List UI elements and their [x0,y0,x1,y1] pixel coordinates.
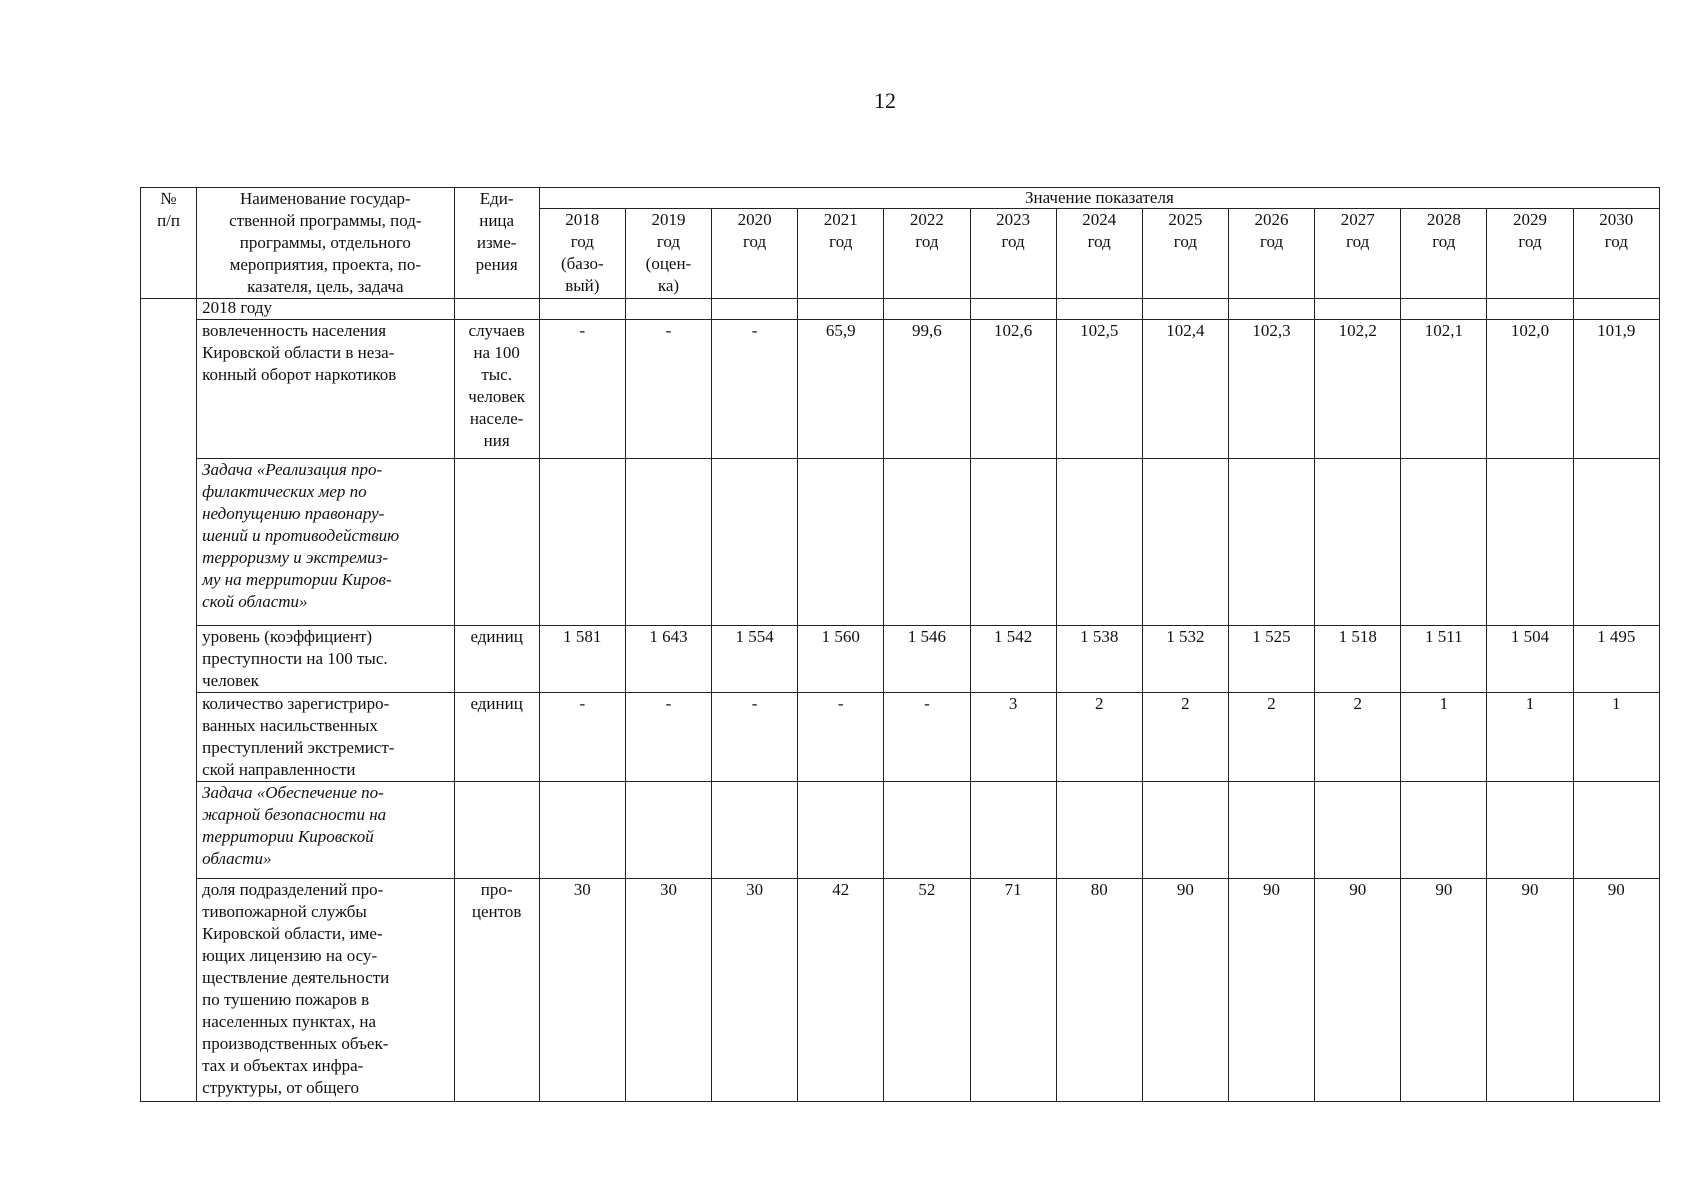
table-header [141,188,1660,299]
value-cell: 90 [1573,879,1659,1102]
table-row [141,459,1660,626]
value-cell: 90 [1315,879,1401,1102]
header-year: 2027 год [1315,209,1401,299]
value-cell [539,299,625,320]
value-cell: - [712,320,798,459]
value-cell: 1 538 [1056,626,1142,693]
value-cell: 102,2 [1315,320,1401,459]
task-name-cell: Задача «Реализация про- филактических мер по недопущению правонару- шений и противодействию терроризму и экстремиз- му на территории Киров- ской области» [197,459,454,626]
task-name-cell: Задача «Обеспечение по- жарной безопасности на территории Кировской области» [197,782,454,879]
header-row [141,188,1660,209]
indicator-name-cell: доля подразделений про- тивопожарной службы Кировской области, име- ющих лицензию на осу- ществление деятельности по тушению пожаров в населенных пунктах, на производственных объек- тах и объектах инфра- структуры, от общего [197,879,454,1102]
header-year: 2020 год [712,209,798,299]
indicator-name-cell: количество зарегистриро- ванных насильственных преступлений экстремист- ской направленности [197,693,454,782]
value-cell [1401,459,1487,626]
unit-cell [454,299,539,320]
value-cell: 1 532 [1142,626,1228,693]
value-cell [1142,459,1228,626]
value-cell: - [798,693,884,782]
value-cell [1228,459,1314,626]
value-cell: 1 560 [798,626,884,693]
table-row [141,626,1660,693]
value-cell: 30 [539,879,625,1102]
value-cell: 30 [625,879,711,1102]
value-cell: 90 [1401,879,1487,1102]
value-cell: 65,9 [798,320,884,459]
value-cell [1056,459,1142,626]
value-cell: 90 [1228,879,1314,1102]
row-number-cell [141,299,197,1102]
value-cell: - [539,693,625,782]
header-year: 2025 год [1142,209,1228,299]
value-cell [1142,782,1228,879]
unit-cell [454,782,539,879]
unit-cell: про- центов [454,879,539,1102]
header-year: 2019 год (оцен- ка) [625,209,711,299]
value-cell [1315,299,1401,320]
value-cell [1056,782,1142,879]
page-number: 12 [874,88,896,113]
value-cell: 30 [712,879,798,1102]
header-year: 2030 год [1573,209,1659,299]
unit-cell: случаев на 100 тыс. человек населе- ния [454,320,539,459]
table-row [141,299,1660,320]
value-cell: 102,6 [970,320,1056,459]
value-cell [712,459,798,626]
value-cell [970,782,1056,879]
value-cell [712,299,798,320]
value-cell [1401,782,1487,879]
header-values-group: Значение показателя [539,188,1659,209]
header-year: 2022 год [884,209,970,299]
value-cell: 102,5 [1056,320,1142,459]
value-cell: 2 [1315,693,1401,782]
table-row [141,782,1660,879]
value-cell: 3 [970,693,1056,782]
value-cell: 90 [1142,879,1228,1102]
header-year: 2026 год [1228,209,1314,299]
value-cell: 1 [1487,693,1573,782]
unit-cell [454,459,539,626]
value-cell [1487,299,1573,320]
value-cell [539,782,625,879]
indicator-name-cell: 2018 году [197,299,454,320]
header-year: 2018 год (базо- вый) [539,209,625,299]
value-cell: 1 518 [1315,626,1401,693]
value-cell: 1 525 [1228,626,1314,693]
value-cell: 90 [1487,879,1573,1102]
value-cell: 1 581 [539,626,625,693]
value-cell: 102,1 [1401,320,1487,459]
value-cell [1573,782,1659,879]
header-number: № п/п [141,188,197,299]
table-row [141,693,1660,782]
unit-cell: единиц [454,693,539,782]
value-cell: 1 495 [1573,626,1659,693]
value-cell [1573,299,1659,320]
header-year: 2024 год [1056,209,1142,299]
value-cell [539,459,625,626]
value-cell: 1 [1401,693,1487,782]
value-cell: 42 [798,879,884,1102]
value-cell: 101,9 [1573,320,1659,459]
value-cell: - [625,320,711,459]
value-cell [884,299,970,320]
indicator-name-cell: вовлеченность населения Кировской области в неза- конный оборот наркотиков [197,320,454,459]
value-cell [1315,782,1401,879]
indicator-table [140,187,1660,1102]
value-cell [712,782,798,879]
value-cell: 102,3 [1228,320,1314,459]
value-cell [798,782,884,879]
value-cell: - [625,693,711,782]
value-cell [1228,782,1314,879]
value-cell: 1 [1573,693,1659,782]
value-cell: 99,6 [884,320,970,459]
value-cell [1228,299,1314,320]
value-cell: - [539,320,625,459]
value-cell [970,459,1056,626]
value-cell: 2 [1056,693,1142,782]
header-year: 2029 год [1487,209,1573,299]
header-name: Наименование государ- ственной программы, под- программы, отдельного мероприятия, проекта, по- казателя, цель, задача [197,188,454,299]
value-cell [625,782,711,879]
value-cell: - [712,693,798,782]
header-year: 2023 год [970,209,1056,299]
indicator-name-cell: уровень (коэффициент) преступности на 100 тыс. человек [197,626,454,693]
value-cell: 1 504 [1487,626,1573,693]
header-year: 2028 год [1401,209,1487,299]
value-cell [1401,299,1487,320]
value-cell [1142,299,1228,320]
unit-cell: единиц [454,626,539,693]
value-cell [625,459,711,626]
value-cell: 1 546 [884,626,970,693]
value-cell [798,299,884,320]
header-year: 2021 год [798,209,884,299]
table-body [141,299,1660,1102]
value-cell [1315,459,1401,626]
value-cell [798,459,884,626]
value-cell: 1 554 [712,626,798,693]
value-cell: 1 511 [1401,626,1487,693]
value-cell: 102,4 [1142,320,1228,459]
table-row [141,320,1660,459]
value-cell [1487,782,1573,879]
value-cell [625,299,711,320]
value-cell [884,459,970,626]
value-cell [884,782,970,879]
value-cell [1573,459,1659,626]
value-cell: 2 [1228,693,1314,782]
value-cell [1056,299,1142,320]
table-row [141,879,1660,1102]
value-cell: 1 643 [625,626,711,693]
value-cell: 102,0 [1487,320,1573,459]
value-cell: 1 542 [970,626,1056,693]
value-cell: - [884,693,970,782]
value-cell [970,299,1056,320]
header-unit: Еди- ница изме- рения [454,188,539,299]
value-cell: 80 [1056,879,1142,1102]
value-cell: 2 [1142,693,1228,782]
value-cell [1487,459,1573,626]
value-cell: 52 [884,879,970,1102]
value-cell: 71 [970,879,1056,1102]
